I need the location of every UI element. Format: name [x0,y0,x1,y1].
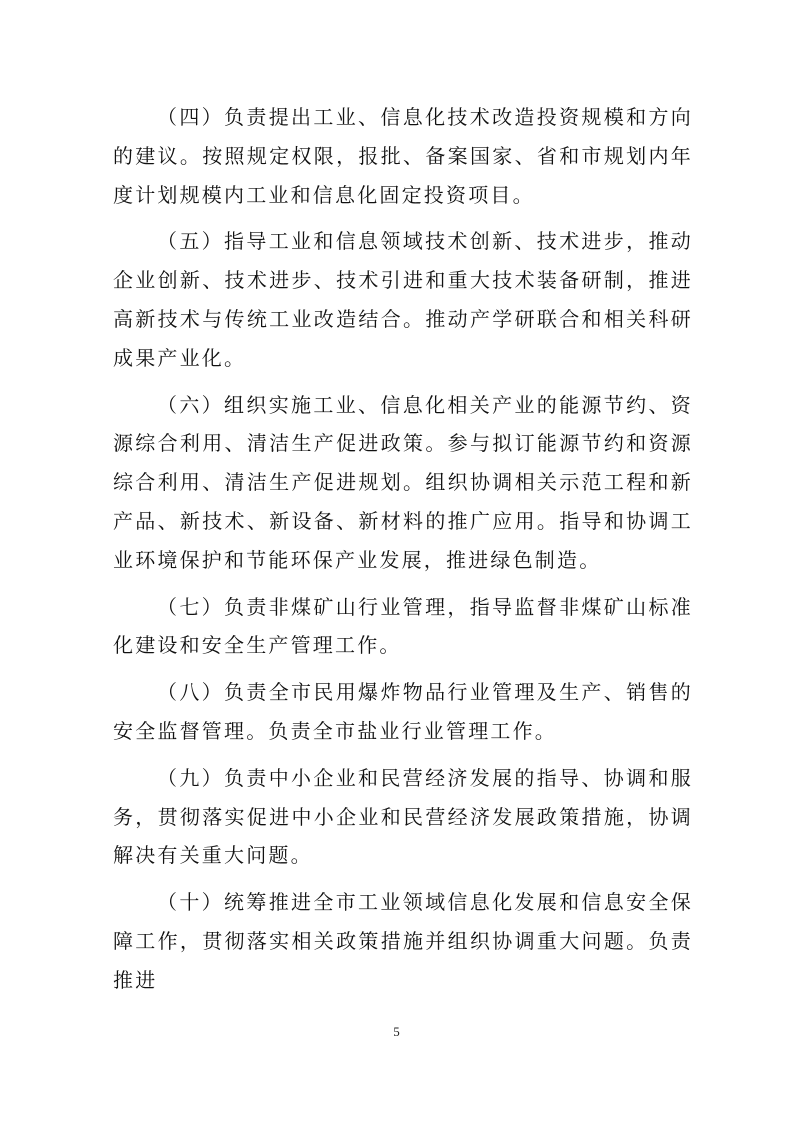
paragraph-item-6: （六）组织实施工业、信息化相关产业的能源节约、资源综合利用、清洁生产促进政策。参与拟订能源节约和资源综合利用、清洁生产促进规划。组织协调相关示范工程和新产品、新技术、新设备、新材料的推广应用。指导和协调工业环境保护和节能环保产业发展，推进绿色制造。 [113,392,693,572]
paragraph-item-7: （七）负责非煤矿山行业管理，指导监督非煤矿山标准化建设和安全生产管理工作。 [113,594,693,658]
paragraph-item-4: （四）负责提出工业、信息化技术改造投资规模和方向的建议。按照规定权限，报批、备案国家、省和市规划内年度计划规模内工业和信息化固定投资项目。 [113,105,693,207]
paragraph-item-8: （八）负责全市民用爆炸物品行业管理及生产、销售的安全监督管理。负责全市盐业行业管理工作。 [113,680,693,743]
document-body [113,98,693,1008]
page-number: 5 [393,1024,400,1039]
paragraph-item-10: （十）统筹推进全市工业领域信息化发展和信息安全保障工作，贯彻落实相关政策措施并组织协调重大问题。负责推进 [113,890,693,992]
paragraph-item-9: （九）负责中小企业和民营经济发展的指导、协调和服务，贯彻落实促进中小企业和民营经济发展政策措施，协调解决有关重大问题。 [113,765,693,868]
paragraph-item-5: （五）指导工业和信息领域技术创新、技术进步，推动企业创新、技术进步、技术引进和重大技术装备研制，推进高新技术与传统工业改造结合。推动产学研联合和相关科研成果产业化。 [113,229,693,370]
